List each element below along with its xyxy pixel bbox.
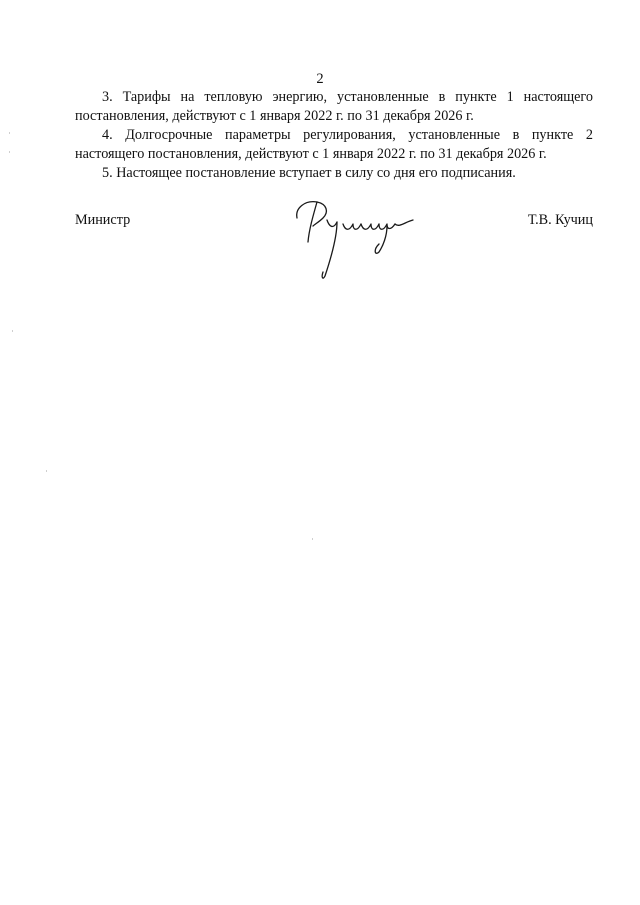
- signatory-title: Министр: [75, 212, 131, 228]
- page-number: 2: [316, 71, 324, 87]
- scan-speck: [12, 330, 13, 332]
- scan-speck: [9, 151, 10, 153]
- paragraph-3: 3. Тарифы на тепловую энергию, установленные в пункте 1 настоящего постановления, действуют с 1 января 2022 г. по 31 декабря 2026 г.: [75, 89, 593, 124]
- signature-block: [75, 196, 593, 286]
- scan-speck: [9, 132, 10, 134]
- paragraph-4: 4. Долгосрочные параметры регулирования, установленные в пункте 2 настоящего постановления, действуют с 1 января 2022 г. по 31 декабря 2026 г.: [75, 127, 593, 162]
- scan-speck: [46, 470, 47, 472]
- paragraph-5: 5. Настоящее постановление вступает в силу со дня его подписания.: [102, 165, 516, 181]
- handwritten-signature: [287, 196, 427, 284]
- scan-speck: [312, 538, 313, 540]
- body-text: [75, 88, 593, 183]
- signatory-name: Т.В. Кучиц: [527, 212, 593, 228]
